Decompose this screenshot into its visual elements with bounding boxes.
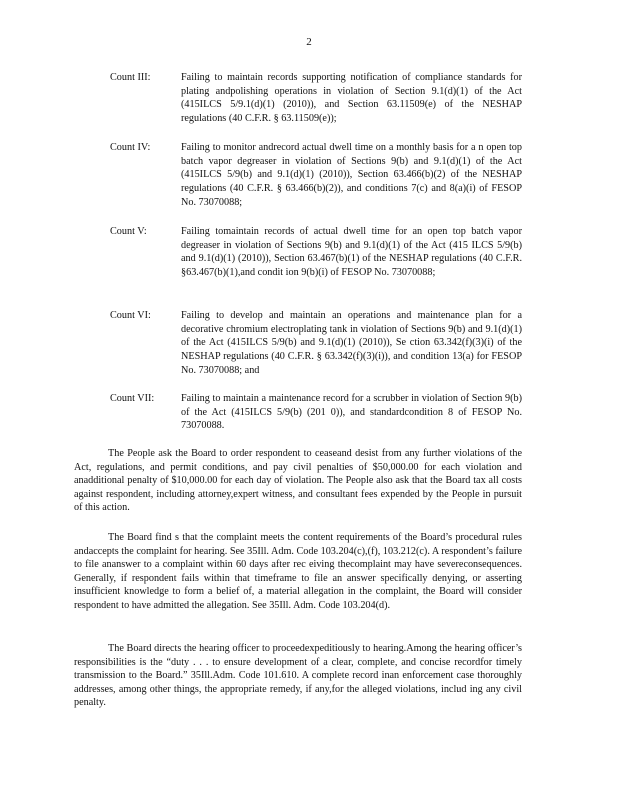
hearing-officer-paragraph xyxy=(74,642,522,710)
paragraph-text: The People ask the Board to order respondent to ceaseand desist from any further violations of the Act, regulations, and permit conditions, and pay civil penalties of $50,000.00 for each violation and anadditional penalty of $10,000.00 for each day of violation. The People also ask that the Board tax all costs against respondent, including attorney,expert witness, and consultant fees expended by the People in pursuit of this action. xyxy=(74,448,522,514)
count-label: Count V: xyxy=(110,226,147,237)
count-text: Failing tomaintain records of actual dwell time for an open top batch vapor degreaser in violation of Sections 9(b) and 9.1(d)(1) of the Act (415 ILCS 5/9(b) and 9.1(d)(1) (2010)), Section 63.467(b)(1) of the NESHAP regulations (40 C.F.R. §63.467(b)(1),and condit ion 9(b)(i) of FESOP No. 73070088; xyxy=(181,226,522,279)
count-label: Count IV: xyxy=(110,142,151,153)
relief-paragraph xyxy=(74,447,522,515)
count-iv xyxy=(110,141,522,210)
paragraph-text: The Board find s that the complaint meets the content requirements of the Board’s procedural rules andaccepts the complaint for hearing. See 35Ill. Adm. Code 103.204(c),(f), 103.212(c). A respondent’s failure to file ananswer to a complaint within 60 days after rec eiving thecomplaint may have severeconsequences. Generally, if respondent fails within that timeframe to file an answer specifically denying, or asserting insufficient knowledge to form a belief of, a material allegation in the complaint, the Board will consider respondent to have admitted the allegation. See 35Ill. Adm. Code 103.204(d). xyxy=(74,532,522,611)
count-text: Failing to maintain a maintenance record for a scrubber in violation of Section 9(b) of the Act (415ILCS 5/9(b) (201 0)), and standardcondition 8 of FESOP No. 73070088. xyxy=(181,393,522,432)
count-text: Failing to monitor andrecord actual dwell time on a monthly basis for a n open top batch vapor degreaser in violation of Sections 9(b) and 9.1(d)(1) of the Act (415ILCS 5/9(b) and 9.1(d)(1) (2010)), Section 63.466(b)(2) of the NESHAP regulations (40 C.F.R. § 63.466(b)(2)), and conditions 7(c) and 8(a)(i) of FESOP No. 73070088; xyxy=(181,142,522,208)
count-text: Failing to maintain records supporting notification of compliance standards for plating andpolishing operations in violation of Section 9.1(d)(1) of the Act (415ILCS 5/9.1(d)(1) (2010)), and Section 63.11509(e) of the NESHAP regulations (40 C.F.R. § 63.11509(e)); xyxy=(181,72,522,125)
count-text: Failing to develop and maintain an operations and maintenance plan for a decorative chromium electroplating tank in violation of Sections 9(b) and 9.1(d)(1) of the Act (415ILCS 5/9(b) and 9.1(d)(1) (2010)), Se ction 63.342(f)(3)(i) of the NESHAP regulations (40 C.F.R. § 63.342(f)(3)(i)), and condition 13(a) for FESOP No. 73070088; and xyxy=(181,310,522,376)
count-label: Count III: xyxy=(110,72,151,83)
count-label: Count VII: xyxy=(110,393,155,404)
count-label: Count VI: xyxy=(110,310,151,321)
hearing-acceptance-paragraph xyxy=(74,531,522,613)
paragraph-text: The Board directs the hearing officer to proceedexpeditiously to hearing.Among the hearing officer’s responsibilities is the “duty . . . to ensure development of a clear, complete, and concise recordfor timely transmission to the Board.” 35Ill.Adm. Code 101.610. A complete record inan enforcement case thoroughly addresses, among other things, the appropriate remedy, if any,for the alleged violations, includ ing any civil penalty. xyxy=(74,643,522,709)
count-vii xyxy=(110,392,522,433)
page-number: 2 xyxy=(306,36,312,48)
count-v xyxy=(110,225,522,280)
count-vi xyxy=(110,309,522,378)
count-iii xyxy=(110,71,522,126)
